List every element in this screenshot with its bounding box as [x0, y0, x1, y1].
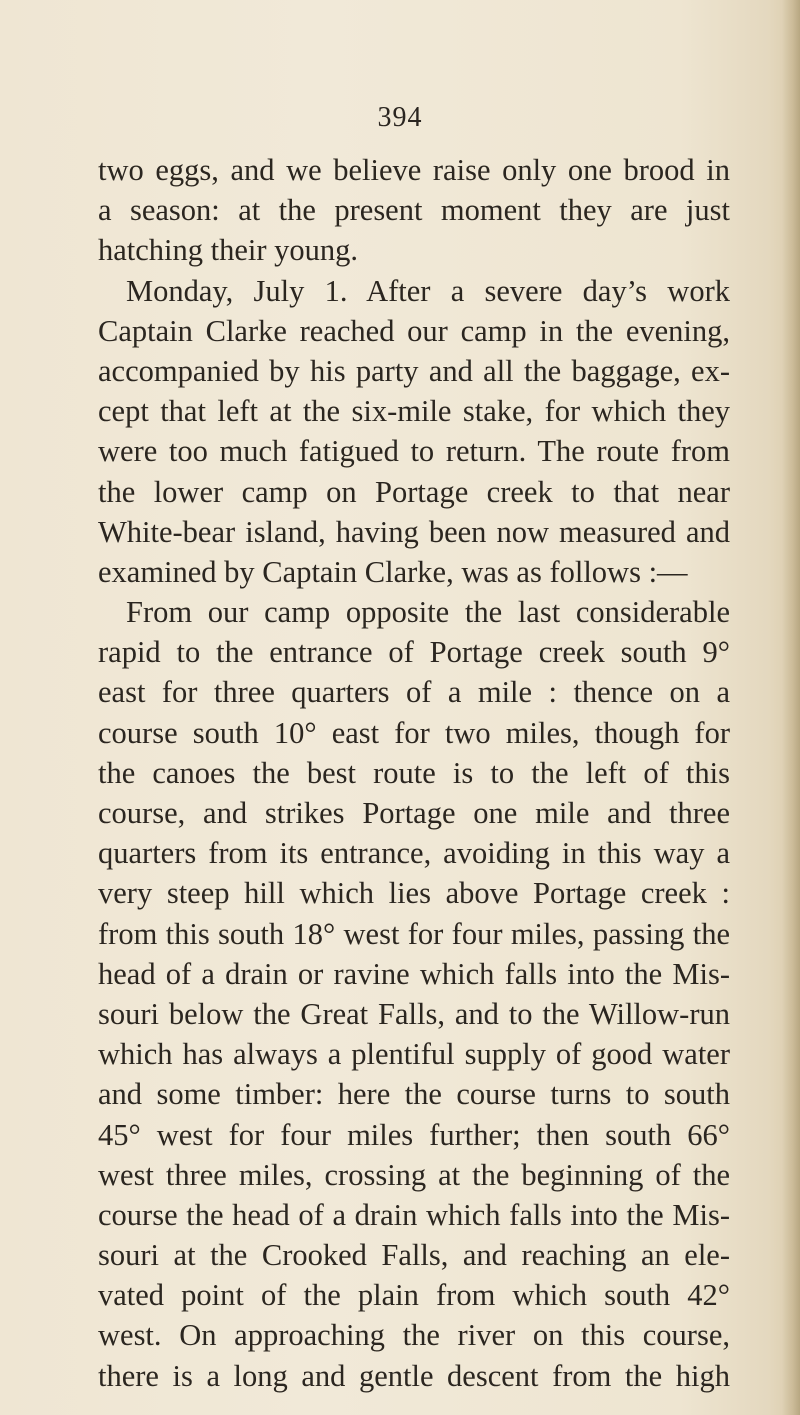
page-edge-shadow: [782, 0, 800, 1415]
text-line: the lower camp on Portage creek to that near: [98, 474, 730, 509]
text-line: Monday, July 1. After a severe day’s work: [126, 273, 730, 308]
text-line: head of a drain or ravine which falls into the Mis-: [98, 956, 730, 991]
text-line: examined by Captain Clarke, was as follows :—: [98, 554, 688, 589]
text-line: west. On approaching the river on this course,: [98, 1318, 730, 1353]
page-number: 394: [377, 102, 423, 133]
text-line: west three miles, crossing at the beginning of the: [98, 1157, 730, 1192]
text-line: course, and strikes Portage one mile and three: [98, 796, 730, 830]
text-line: quarters from its entrance, avoiding in this way a: [98, 836, 730, 871]
text-line: accompanied by his party and all the baggage, ex-: [98, 353, 730, 388]
text-line: a season: at the present moment they are just: [98, 193, 730, 228]
text-line: rapid to the entrance of Portage creek south 9°: [98, 635, 730, 670]
text-line: were too much fatigued to return. The route from: [98, 434, 730, 469]
text-line: souri below the Great Falls, and to the Willow-run: [98, 996, 730, 1031]
text-line: very steep hill which lies above Portage creek :: [98, 876, 730, 911]
text-line: and some timber: here the course turns to south: [98, 1077, 730, 1112]
text-line: 45° west for four miles further; then south 66°: [98, 1117, 730, 1152]
text-line: the canoes the best route is to the left of this: [98, 755, 730, 790]
text-line: from this south 18° west for four miles, passing the: [98, 916, 730, 951]
text-line: course south 10° east for two miles, though for: [98, 715, 730, 750]
text-line: which has always a plentiful supply of good water: [98, 1037, 730, 1072]
text-line: there is a long and gentle descent from the high: [98, 1358, 730, 1393]
text-line: vated point of the plain from which south 42°: [98, 1278, 730, 1313]
text-line: course the head of a drain which falls into the Mis-: [98, 1197, 730, 1232]
text-line: Captain Clarke reached our camp in the evening,: [98, 313, 730, 348]
text-line: From our camp opposite the last considerable: [126, 595, 730, 630]
body-text: [98, 150, 730, 1396]
text-line: White-bear island, having been now measured and: [98, 514, 730, 549]
text-line: cept that left at the six-mile stake, for which they: [98, 394, 730, 429]
text-line: souri at the Crooked Falls, and reaching an ele-: [98, 1238, 730, 1273]
text-line: hatching their young.: [98, 233, 359, 268]
text-line: east for three quarters of a mile : thence on a: [98, 675, 730, 710]
text-line: two eggs, and we believe raise only one brood in: [98, 153, 730, 187]
